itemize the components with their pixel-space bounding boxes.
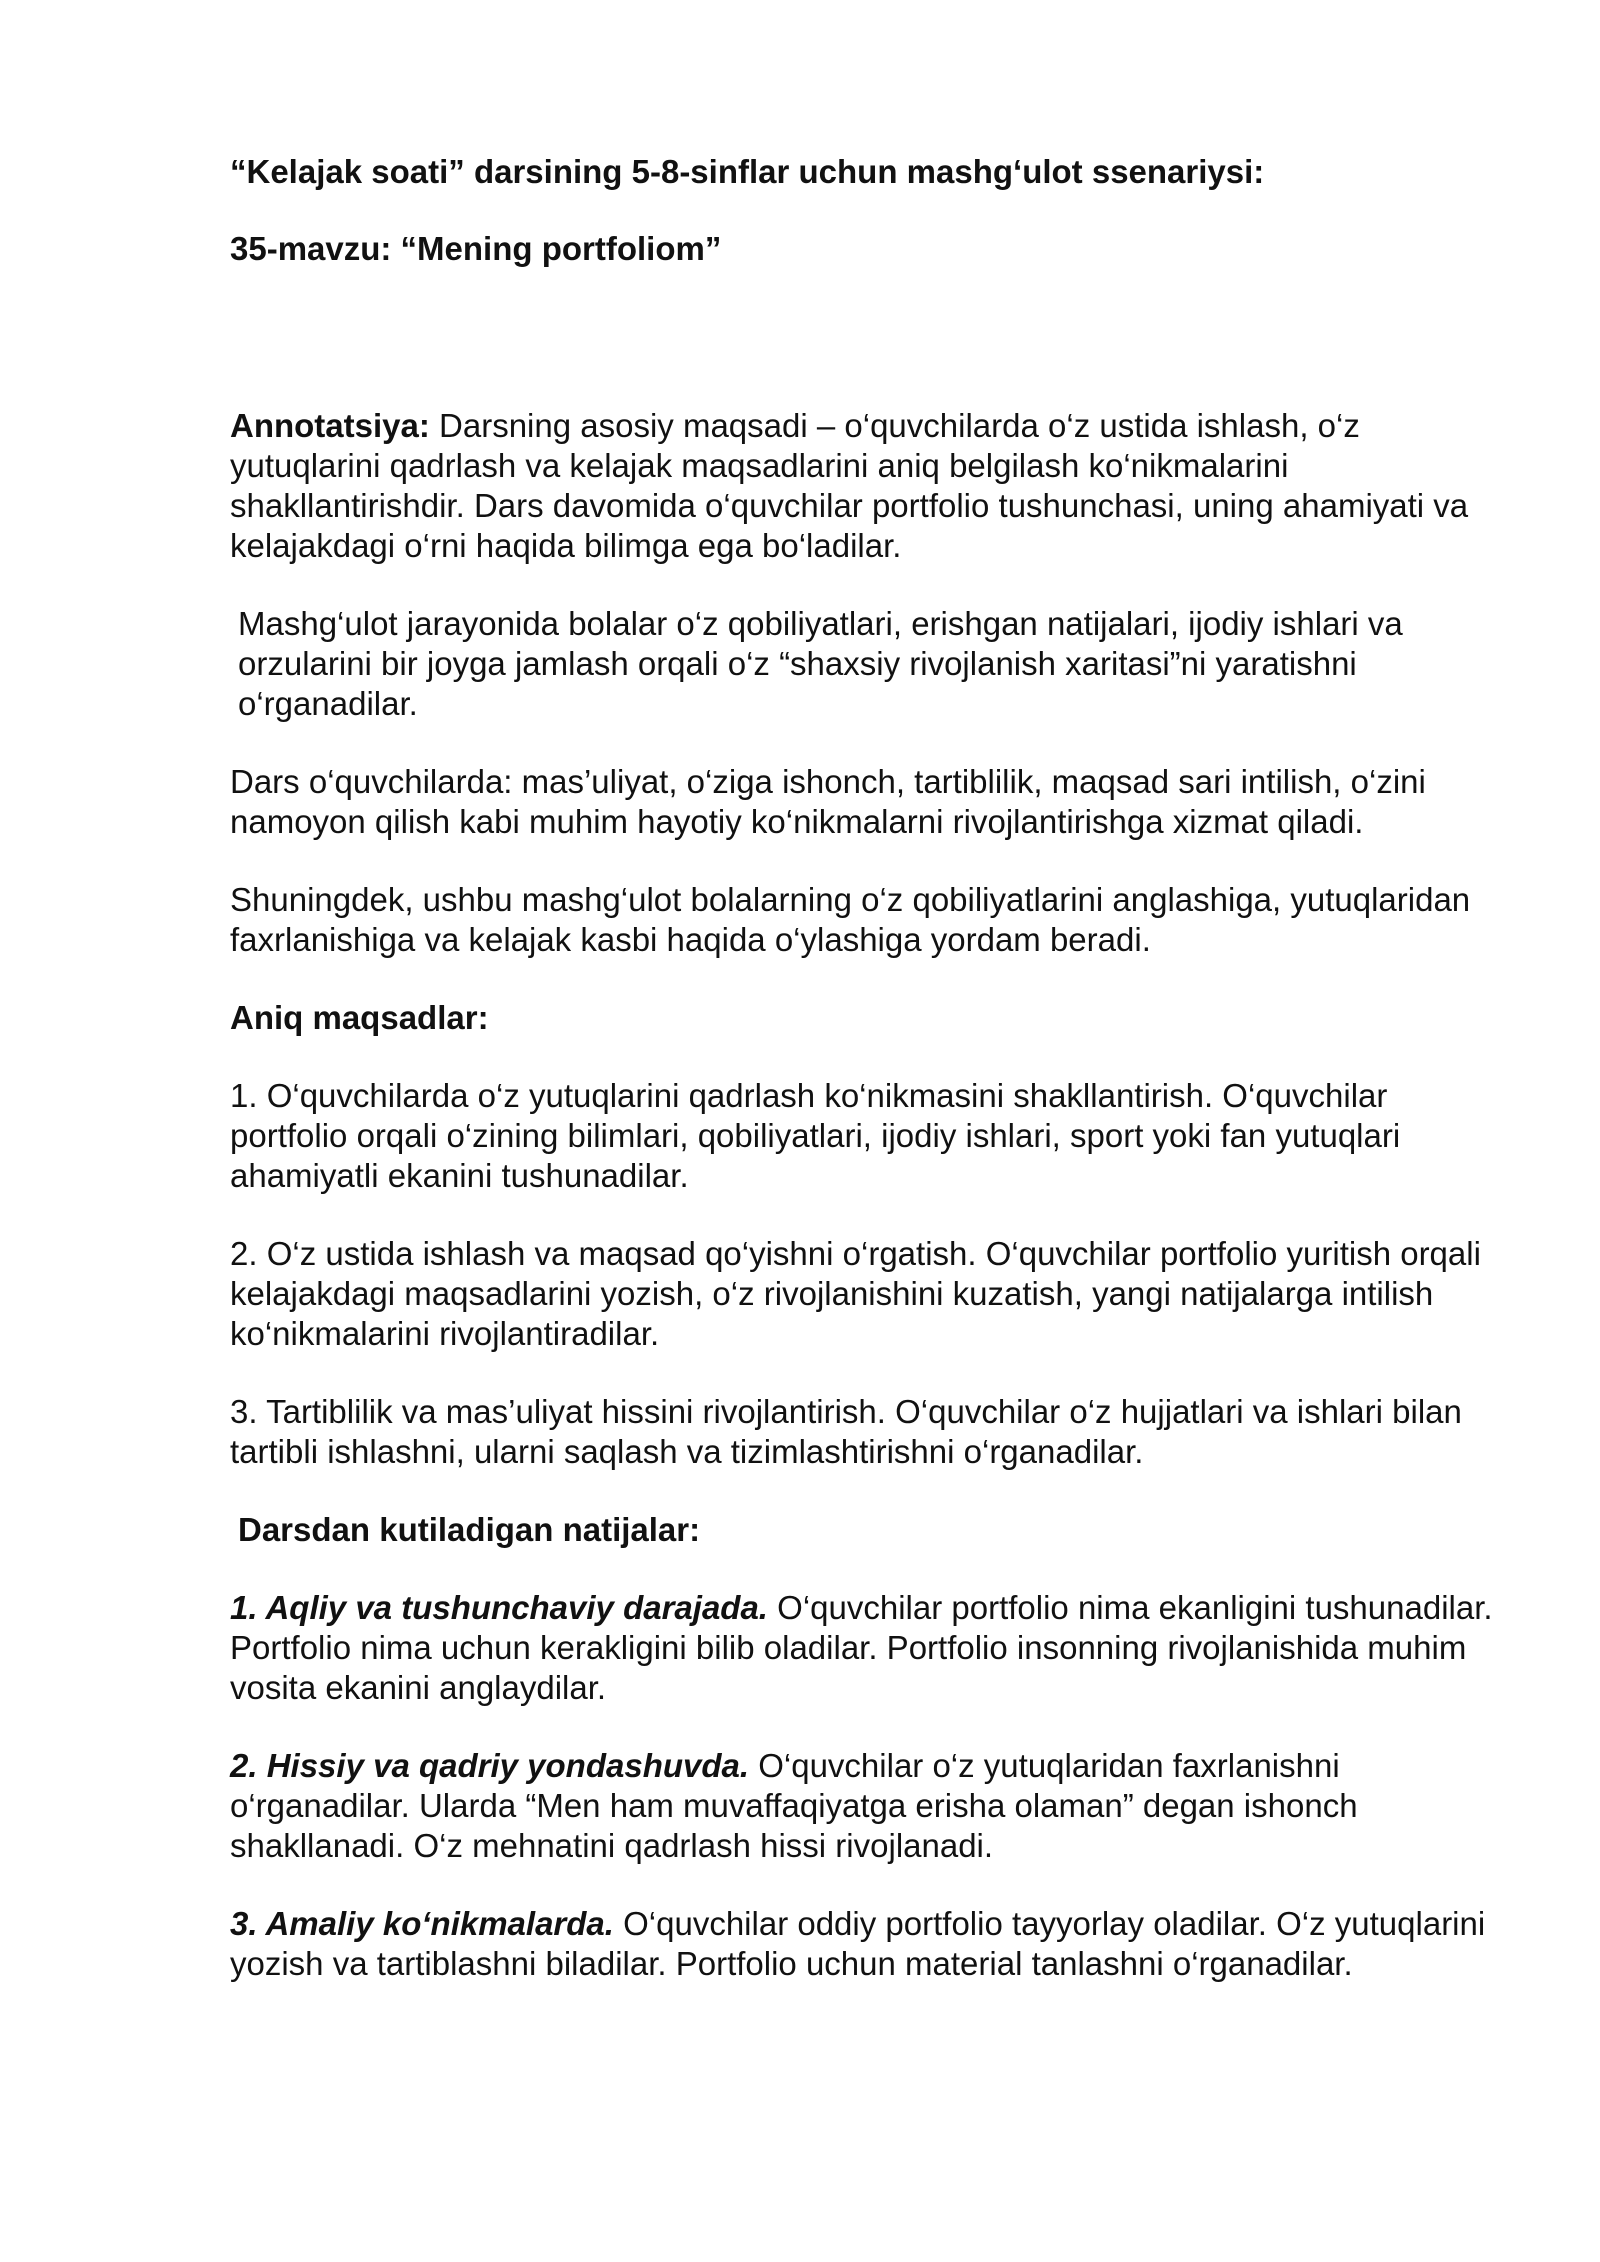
outcome-item bbox=[230, 1746, 1495, 1866]
document-subtitle: 35-mavzu: “Mening portfoliom” bbox=[230, 230, 722, 267]
outcome-text: O‘quvchilar oddiy portfolio tayyorlay oladilar. O‘z yutuqlarini yozish va tartiblashni biladilar. Portfolio uchun material tanlashni o‘rganadilar. bbox=[230, 1905, 1486, 1982]
outcomes-heading: Darsdan kutiladigan natijalar: bbox=[238, 1511, 701, 1548]
body-paragraph: Dars o‘quvchilarda: mas’uliyat, o‘ziga ishonch, tartiblilik, maqsad sari intilish, o‘zini namoyon qilish kabi muhim hayotiy ko‘nikmalarni rivojlantirishga xizmat qiladi. bbox=[230, 763, 1426, 840]
document-title: “Kelajak soati” darsining 5-8-sinflar uchun mashg‘ulot ssenariysi: bbox=[230, 153, 1265, 190]
outcome-label: 1. Aqliy va tushunchaviy darajada. bbox=[230, 1589, 768, 1626]
document-body bbox=[230, 152, 1495, 2022]
goals-heading: Aniq maqsadlar: bbox=[230, 999, 489, 1036]
outcome-text: O‘quvchilar o‘z yutuqlaridan faxrlanishni o‘rganadilar. Ularda “Men ham muvaffaqiyatga erisha olaman” degan ishonch shakllanadi. O‘z mehnatini qadrlash hissi rivojlanadi. bbox=[230, 1747, 1358, 1864]
goal-item: 2. O‘z ustida ishlash va maqsad qo‘yishni o‘rgatish. O‘quvchilar portfolio yuritish orqali kelajakdagi maqsadlarini yozish, o‘z rivojlanishini kuzatish, yangi natijalarga intilish ko‘nikmalarini rivojlantiradilar. bbox=[230, 1235, 1481, 1352]
outcome-item bbox=[230, 1588, 1495, 1708]
annotation-paragraph bbox=[230, 406, 1495, 566]
annotation-text: Darsning asosiy maqsadi – o‘quvchilarda o‘z ustida ishlash, o‘z yutuqlarini qadrlash va kelajak maqsadlarini aniq belgilash ko‘nikmalarini shakllantirishdir. Dars davomida o‘quvchilar portfolio tushunchasi, uning ahamiyati va kelajakdagi o‘rni haqida bilimga ega bo‘ladilar. bbox=[230, 407, 1469, 564]
outcome-label: 2. Hissiy va qadriy yondashuvda. bbox=[230, 1747, 750, 1784]
body-paragraph: Mashg‘ulot jarayonida bolalar o‘z qobiliyatlari, erishgan natijalari, ijodiy ishlari va orzularini bir joyga jamlash orqali o‘z “shaxsiy rivojlanish xaritasi”ni yaratishni o‘rganadilar. bbox=[238, 605, 1403, 722]
outcome-label: 3. Amaliy ko‘nikmalarda. bbox=[230, 1905, 614, 1942]
annotation-label: Annotatsiya: bbox=[230, 407, 430, 444]
outcome-item bbox=[230, 1904, 1495, 1984]
body-paragraph: Shuningdek, ushbu mashg‘ulot bolalarning o‘z qobiliyatlarini anglashiga, yutuqlaridan faxrlanishiga va kelajak kasbi haqida o‘ylashiga yordam beradi. bbox=[230, 881, 1471, 958]
outcome-text: O‘quvchilar portfolio nima ekanligini tushunadilar. Portfolio nima uchun kerakligini bilib oladilar. Portfolio insonning rivojlanishida muhim vosita ekanini anglaydilar. bbox=[230, 1589, 1493, 1706]
goal-item: 1. O‘quvchilarda o‘z yutuqlarini qadrlash ko‘nikmasini shakllantirish. O‘quvchilar portfolio orqali o‘zining bilimlari, qobiliyatlari, ijodiy ishlari, sport yoki fan yutuqlari ahamiyatli ekanini tushunadilar. bbox=[230, 1077, 1401, 1194]
goal-item: 3. Tartiblilik va mas’uliyat hissini rivojlantirish. O‘quvchilar o‘z hujjatlari va ishlari bilan tartibli ishlashni, ularni saqlash va tizimlashtirishni o‘rganadilar. bbox=[230, 1393, 1462, 1470]
